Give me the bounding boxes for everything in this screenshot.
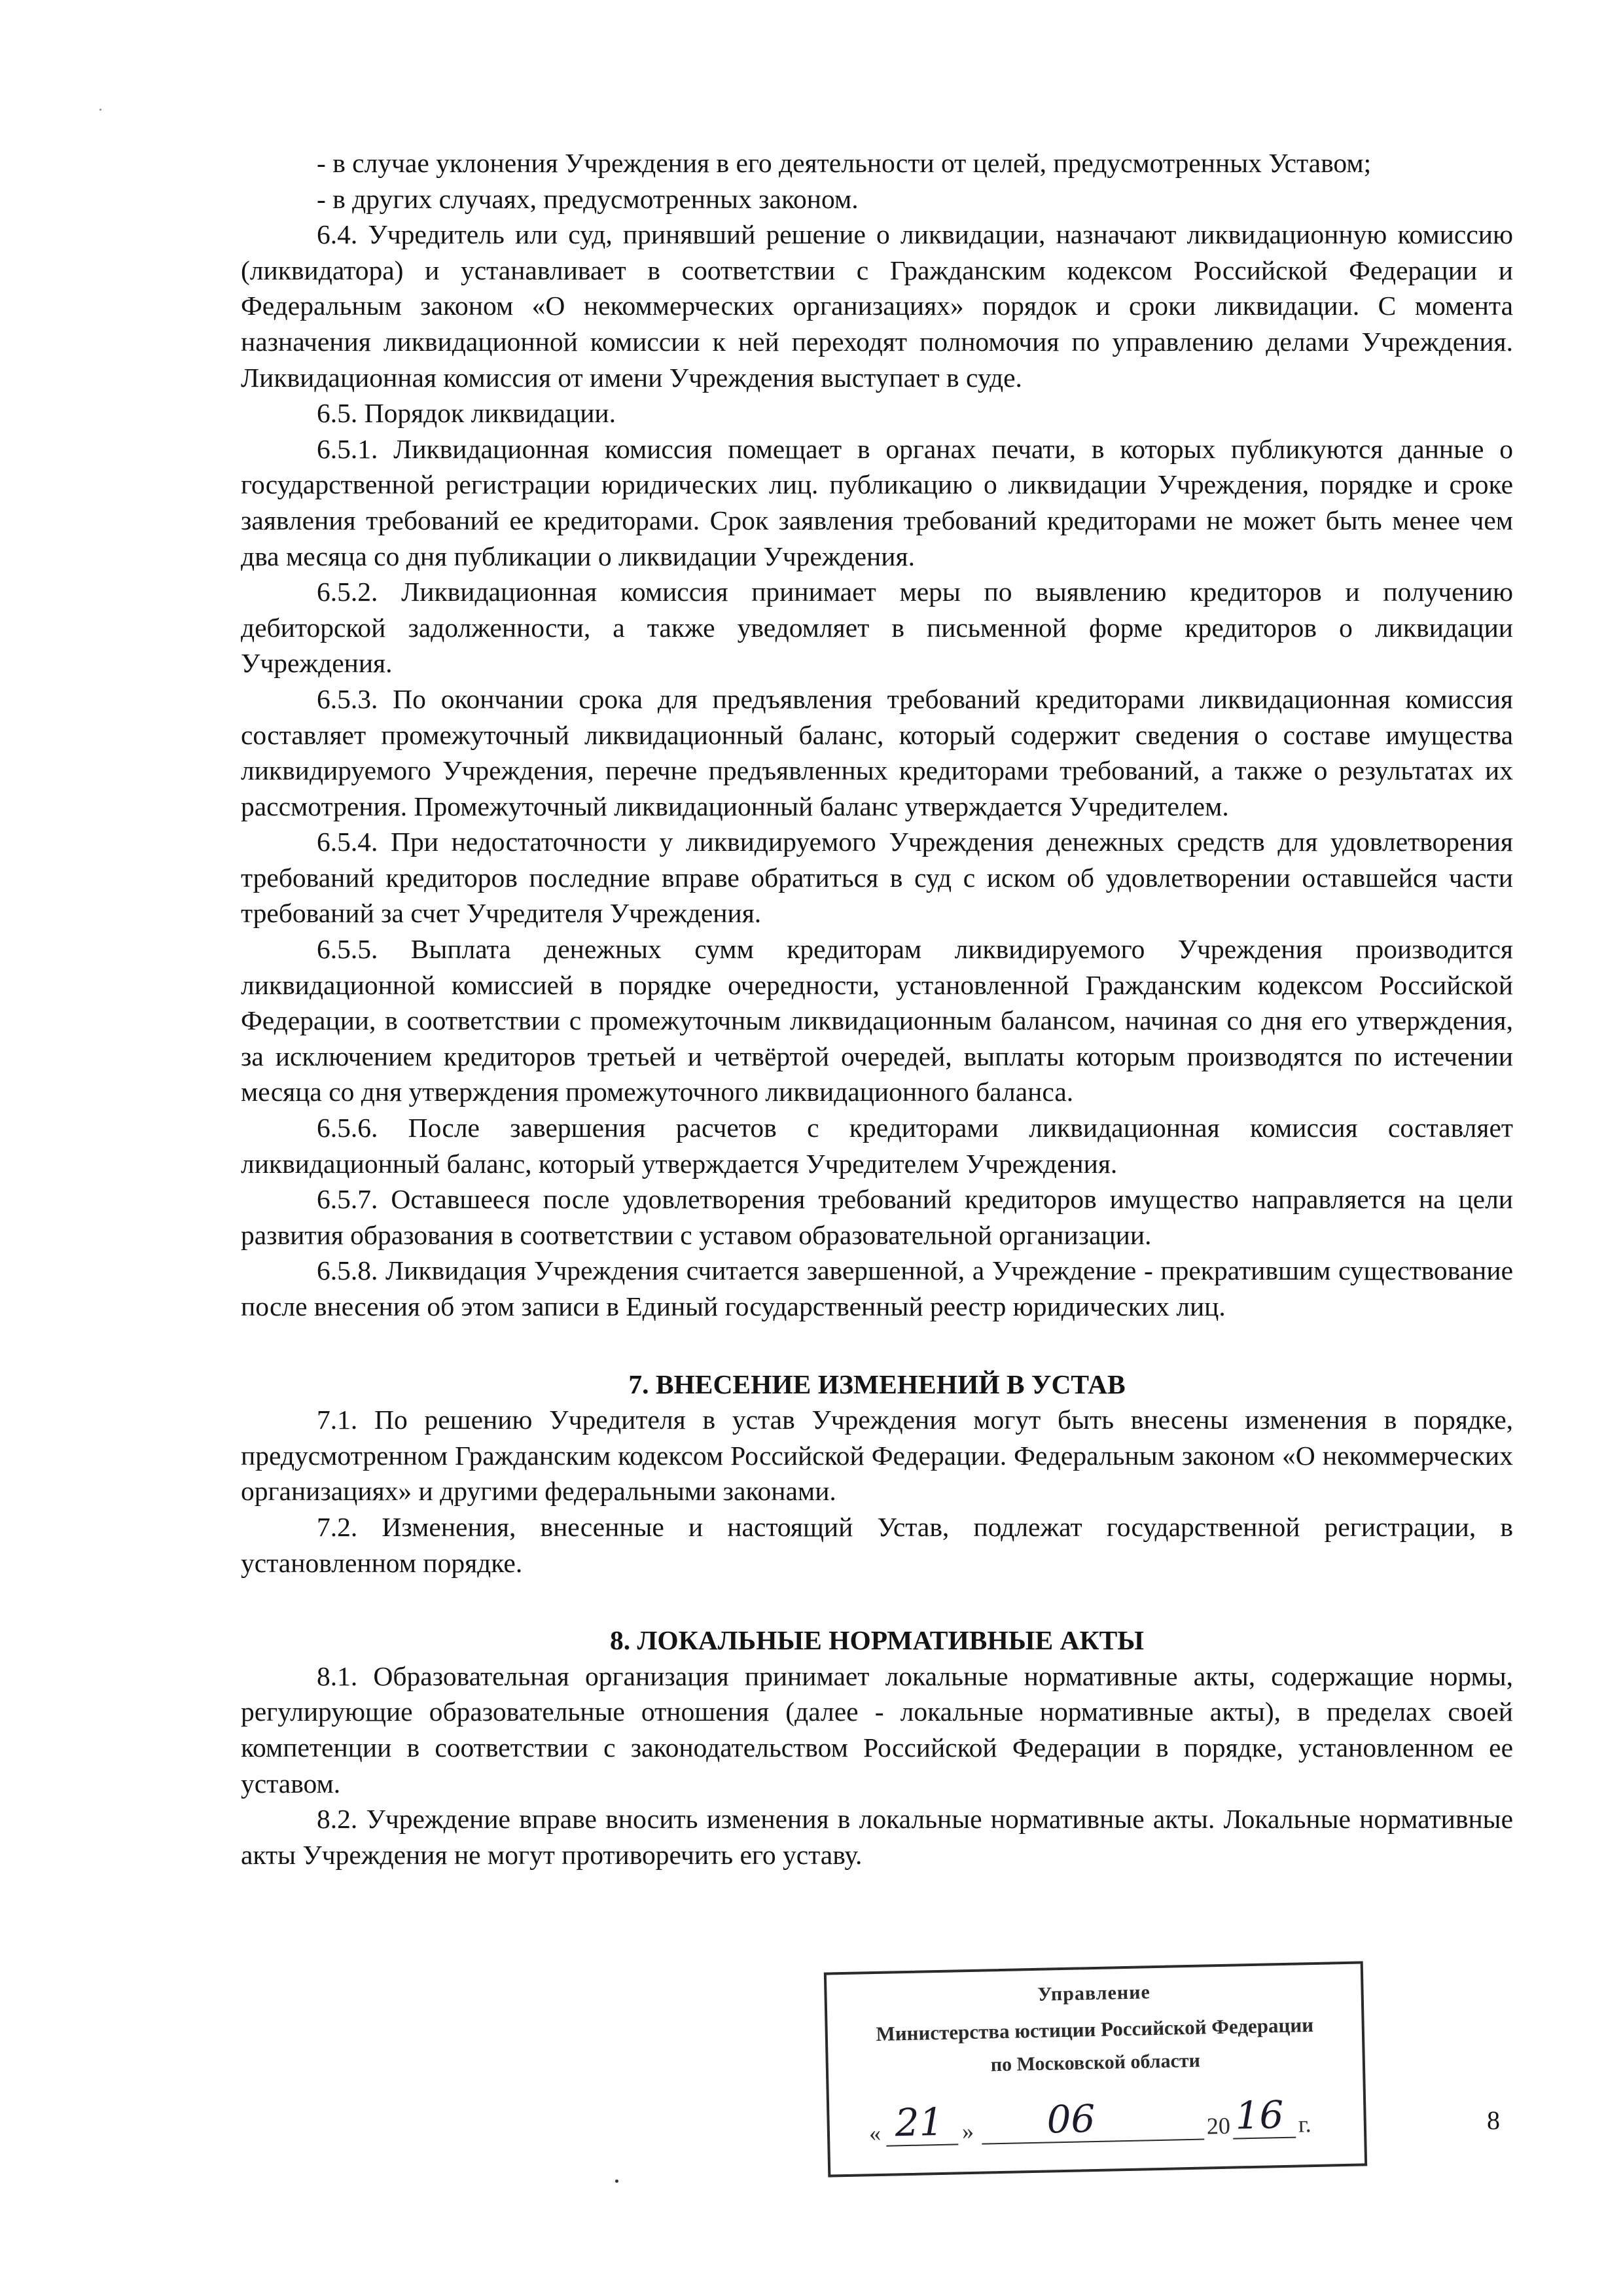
scan-speck bbox=[615, 2179, 618, 2183]
clause-6-5-3: 6.5.3. По окончании срока для предъявления требований кредиторами ликвидационная комиссия составляет промежуточный ликвидационный баланс, который содержит сведения о составе имущества ликвидируемого Учреждения, перечне предъявленных кредиторами требований, а также о результатах их рассмотрения. Промежуточный ликвидационный баланс утверждается Учредителем. bbox=[241, 683, 1513, 821]
clause-7-1: 7.1. По решению Учредителя в устав Учреждения могут быть внесены изменения в порядке, предусмотренном Гражданским кодексом Российской Федерации. Федеральным законом «О некоммерческих организациях» и другими федеральными законами. bbox=[241, 1405, 1513, 1507]
scan-speck bbox=[99, 109, 101, 111]
stamp-line-3: по Московской области bbox=[990, 2049, 1201, 2076]
quote-close: » bbox=[961, 2117, 974, 2145]
handwritten-year: 16 bbox=[1234, 2092, 1285, 2138]
stamp-line-1: Управление bbox=[1037, 1981, 1151, 2005]
handwritten-month: 06 bbox=[1046, 2096, 1096, 2142]
clause-6-5: 6.5. Порядок ликвидации. bbox=[317, 398, 616, 429]
list-item: - в случае уклонения Учреждения в его деятельности от целей, предусмотренных Уставом; bbox=[317, 148, 1372, 178]
quote-open: « bbox=[868, 2119, 882, 2147]
year-prefix: 20 bbox=[1206, 2112, 1231, 2140]
page-number: 8 bbox=[1487, 2106, 1500, 2135]
clause-6-5-7: 6.5.7. Оставшееся после удовлетворения требований кредиторов имущество направляется на цели развития образования в соответствии с уставом образовательной организации. bbox=[241, 1184, 1513, 1250]
clause-6-5-2: 6.5.2. Ликвидационная комиссия принимает меры по выявлению кредиторов и получению дебиторской задолженности, а также уведомляет в письменной форме кредиторов о ликвидации Учреждения. bbox=[241, 577, 1513, 679]
clause-8-1: 8.1. Образовательная организация принимает локальные нормативные акты, содержащие нормы, регулирующие образовательные отношения (далее - локальные нормативные акты), в пределах своей компетенции в соответствии с законодательством Российской Федерации в порядке, установленном ее уставом. bbox=[241, 1660, 1513, 1799]
clause-8-2: 8.2. Учреждение вправе вносить изменения в локальные нормативные акты. Локальные нормативные акты Учреждения не могут противоречить его уставу. bbox=[241, 1804, 1513, 1870]
clause-6-5-1: 6.5.1. Ликвидационная комиссия помещает в органах печати, в которых публикуются данные о государственной регистрации юридических лиц. публикацию о ликвидации Учреждения, порядке и сроке заявления требований ее кредиторами. Срок заявления требований кредиторами не может быть менее чем два месяца со дня публикации о ликвидации Учреждения. bbox=[241, 433, 1513, 571]
clause-6-4: 6.4. Учредитель или суд, принявший решение о ликвидации, назначают ликвидационную комиссию (ликвидатора) и устанавливает в соответствии с Гражданским кодексом Российской Федерации и Федеральным законом «О некоммерческих организациях» порядок и сроки ликвидации. С момента назначения ликвидационной комиссии к ней переходят полномочия по управлению делами Учреждения. Ликвидационная комиссия от имени Учреждения выступает в суде. bbox=[241, 219, 1513, 393]
section-7-heading: 7. ВНЕСЕНИЕ ИЗМЕНЕНИЙ В УСТАВ bbox=[628, 1369, 1126, 1399]
stamp-date bbox=[868, 2092, 1340, 2153]
clause-6-5-6: 6.5.6. После завершения расчетов с кредиторами ликвидационная комиссия составляет ликвидационный баланс, который утверждается Учредителем Учреждения. bbox=[241, 1113, 1513, 1179]
clause-6-5-5: 6.5.5. Выплата денежных сумм кредиторам ликвидируемого Учреждения производится ликвидационной комиссией в порядке очередности, установленной Гражданским кодексом Российской Федерации, в соответствии с промежуточным ликвидационным балансом, начиная со дня его утверждения, за исключением кредиторов третьей и четвёртой очередей, выплаты которым производятся по истечении месяца со дня утверждения промежуточного ликвидационного баланса. bbox=[241, 934, 1513, 1107]
document-body bbox=[241, 145, 1513, 1873]
section-8-heading: 8. ЛОКАЛЬНЫЕ НОРМАТИВНЫЕ АКТЫ bbox=[609, 1625, 1145, 1656]
clause-7-2: 7.2. Изменения, внесенные и настоящий Устав, подлежат государственной регистрации, в установленном порядке. bbox=[241, 1511, 1513, 1578]
clause-6-5-8: 6.5.8. Ликвидация Учреждения считается завершенной, а Учреждение - прекратившим существование после внесения об этом записи в Единый государственный реестр юридических лиц. bbox=[241, 1255, 1513, 1321]
stamp-line-2: Министерства юстиции Российской Федерации bbox=[876, 2013, 1314, 2046]
registration-stamp bbox=[824, 1961, 1367, 2177]
list-item: - в других случаях, предусмотренных законом. bbox=[317, 183, 859, 214]
year-unit: г. bbox=[1298, 2111, 1311, 2138]
clause-6-5-4: 6.5.4. При недостаточности у ликвидируемого Учреждения денежных средств для удовлетворения требований кредиторов последние вправе обратиться в суд с иском об удовлетворении оставшейся части требований за счет Учредителя Учреждения. bbox=[241, 827, 1513, 929]
handwritten-day: 21 bbox=[894, 2099, 944, 2145]
